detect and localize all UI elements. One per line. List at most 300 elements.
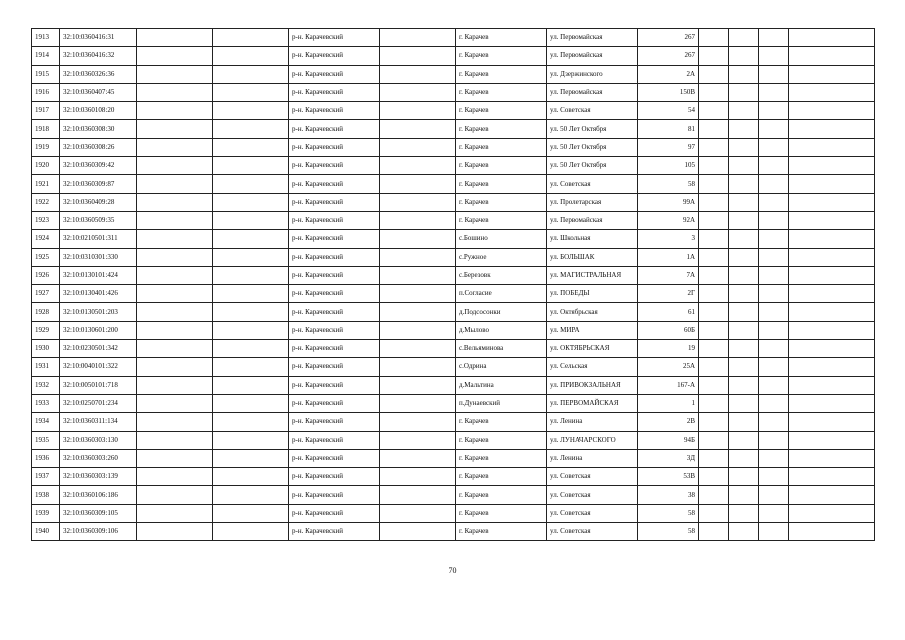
row-number-cell: 1933 (32, 394, 60, 412)
empty-cell (759, 285, 789, 303)
empty-cell (759, 266, 789, 284)
empty-cell (137, 413, 213, 431)
district-cell: р-н. Карачевский (289, 157, 380, 175)
empty-cell (137, 431, 213, 449)
cadastral-number-cell: 32:10:0360416:32 (60, 47, 137, 65)
row-number-cell: 1921 (32, 175, 60, 193)
empty-cell (759, 138, 789, 156)
row-number-cell: 1929 (32, 321, 60, 339)
empty-cell (380, 102, 456, 120)
locality-cell: г. Карачев (456, 468, 547, 486)
empty-cell (699, 230, 729, 248)
street-cell: ул. Октябрьская (547, 303, 638, 321)
row-number-cell: 1938 (32, 486, 60, 504)
empty-cell (729, 47, 759, 65)
district-cell: р-н. Карачевский (289, 65, 380, 83)
registry-table (31, 28, 875, 541)
district-cell: р-н. Карачевский (289, 413, 380, 431)
empty-cell (759, 193, 789, 211)
empty-cell (729, 376, 759, 394)
empty-cell (380, 468, 456, 486)
empty-cell (213, 303, 289, 321)
cadastral-number-cell: 32:10:0130101:424 (60, 266, 137, 284)
empty-cell (729, 175, 759, 193)
street-cell: ул. 50 Лет Октября (547, 120, 638, 138)
empty-cell (789, 449, 875, 467)
cadastral-number-cell: 32:10:0360303:139 (60, 468, 137, 486)
empty-cell (789, 29, 875, 47)
cadastral-number-cell: 32:10:0360407:45 (60, 83, 137, 101)
empty-cell (137, 504, 213, 522)
locality-cell: г. Карачев (456, 120, 547, 138)
street-cell: ул. 50 Лет Октября (547, 138, 638, 156)
empty-cell (729, 248, 759, 266)
house-number-cell: 267 (638, 29, 699, 47)
cadastral-number-cell: 32:10:0360409:28 (60, 193, 137, 211)
cadastral-number-cell: 32:10:0360309:42 (60, 157, 137, 175)
empty-cell (213, 449, 289, 467)
empty-cell (729, 138, 759, 156)
empty-cell (213, 83, 289, 101)
district-cell: р-н. Карачевский (289, 175, 380, 193)
empty-cell (699, 504, 729, 522)
row-number-cell: 1923 (32, 211, 60, 229)
empty-cell (137, 138, 213, 156)
locality-cell: г. Карачев (456, 47, 547, 65)
table-row (32, 303, 875, 321)
empty-cell (699, 523, 729, 541)
empty-cell (699, 321, 729, 339)
row-number-cell: 1928 (32, 303, 60, 321)
locality-cell: д.Мальтина (456, 376, 547, 394)
district-cell: р-н. Карачевский (289, 394, 380, 412)
district-cell: р-н. Карачевский (289, 358, 380, 376)
table-row (32, 65, 875, 83)
table-row (32, 376, 875, 394)
table-row (32, 431, 875, 449)
empty-cell (213, 230, 289, 248)
empty-cell (213, 29, 289, 47)
street-cell: ул. Сельская (547, 358, 638, 376)
empty-cell (759, 120, 789, 138)
house-number-cell: 167-А (638, 376, 699, 394)
row-number-cell: 1914 (32, 47, 60, 65)
street-cell: ул. Ленина (547, 413, 638, 431)
cadastral-number-cell: 32:10:0310301:330 (60, 248, 137, 266)
empty-cell (137, 394, 213, 412)
empty-cell (380, 449, 456, 467)
empty-cell (789, 175, 875, 193)
empty-cell (789, 138, 875, 156)
empty-cell (380, 431, 456, 449)
empty-cell (699, 65, 729, 83)
empty-cell (759, 303, 789, 321)
empty-cell (699, 285, 729, 303)
empty-cell (759, 321, 789, 339)
district-cell: р-н. Карачевский (289, 431, 380, 449)
table-row (32, 449, 875, 467)
district-cell: р-н. Карачевский (289, 340, 380, 358)
cadastral-number-cell: 32:10:0360308:26 (60, 138, 137, 156)
row-number-cell: 1939 (32, 504, 60, 522)
house-number-cell: 97 (638, 138, 699, 156)
empty-cell (380, 120, 456, 138)
empty-cell (759, 486, 789, 504)
empty-cell (789, 504, 875, 522)
empty-cell (789, 468, 875, 486)
row-number-cell: 1925 (32, 248, 60, 266)
cadastral-number-cell: 32:10:0360303:260 (60, 449, 137, 467)
empty-cell (213, 211, 289, 229)
street-cell: ул. Школьная (547, 230, 638, 248)
table-row (32, 230, 875, 248)
district-cell: р-н. Карачевский (289, 303, 380, 321)
district-cell: р-н. Карачевский (289, 138, 380, 156)
street-cell: ул. МАГИСТРАЛЬНАЯ (547, 266, 638, 284)
house-number-cell: 1А (638, 248, 699, 266)
empty-cell (699, 47, 729, 65)
district-cell: р-н. Карачевский (289, 248, 380, 266)
empty-cell (137, 266, 213, 284)
empty-cell (380, 394, 456, 412)
empty-cell (699, 340, 729, 358)
empty-cell (699, 449, 729, 467)
empty-cell (380, 65, 456, 83)
district-cell: р-н. Карачевский (289, 266, 380, 284)
empty-cell (699, 138, 729, 156)
row-number-cell: 1926 (32, 266, 60, 284)
table-row (32, 523, 875, 541)
district-cell: р-н. Карачевский (289, 523, 380, 541)
empty-cell (137, 47, 213, 65)
empty-cell (213, 248, 289, 266)
district-cell: р-н. Карачевский (289, 120, 380, 138)
street-cell: ул. Советская (547, 504, 638, 522)
cadastral-number-cell: 32:10:0130601:200 (60, 321, 137, 339)
cadastral-number-cell: 32:10:0360416:31 (60, 29, 137, 47)
empty-cell (699, 358, 729, 376)
table-row (32, 266, 875, 284)
locality-cell: п.Согласие (456, 285, 547, 303)
empty-cell (789, 157, 875, 175)
empty-cell (789, 47, 875, 65)
house-number-cell: 25А (638, 358, 699, 376)
cadastral-number-cell: 32:10:0360309:106 (60, 523, 137, 541)
empty-cell (729, 157, 759, 175)
empty-cell (759, 523, 789, 541)
cadastral-number-cell: 32:10:0130401:426 (60, 285, 137, 303)
empty-cell (137, 523, 213, 541)
empty-cell (213, 193, 289, 211)
table-row (32, 394, 875, 412)
empty-cell (213, 413, 289, 431)
house-number-cell: 3 (638, 230, 699, 248)
empty-cell (137, 175, 213, 193)
table-row (32, 120, 875, 138)
locality-cell: г. Карачев (456, 523, 547, 541)
empty-cell (380, 193, 456, 211)
cadastral-number-cell: 32:10:0360303:130 (60, 431, 137, 449)
house-number-cell: 58 (638, 175, 699, 193)
empty-cell (729, 358, 759, 376)
street-cell: ул. Советская (547, 175, 638, 193)
district-cell: р-н. Карачевский (289, 285, 380, 303)
locality-cell: г. Карачев (456, 193, 547, 211)
locality-cell: с.Ружное (456, 248, 547, 266)
empty-cell (380, 376, 456, 394)
table-row (32, 175, 875, 193)
empty-cell (380, 248, 456, 266)
empty-cell (759, 248, 789, 266)
table-row (32, 193, 875, 211)
table-row (32, 211, 875, 229)
empty-cell (137, 120, 213, 138)
cadastral-number-cell: 32:10:0360311:134 (60, 413, 137, 431)
empty-cell (213, 504, 289, 522)
cadastral-number-cell: 32:10:0360308:30 (60, 120, 137, 138)
row-number-cell: 1919 (32, 138, 60, 156)
table-row (32, 486, 875, 504)
house-number-cell: 58 (638, 504, 699, 522)
empty-cell (759, 102, 789, 120)
cadastral-number-cell: 32:10:0230501:342 (60, 340, 137, 358)
house-number-cell: 2Г (638, 285, 699, 303)
house-number-cell: 7А (638, 266, 699, 284)
cadastral-number-cell: 32:10:0210501:311 (60, 230, 137, 248)
row-number-cell: 1935 (32, 431, 60, 449)
empty-cell (789, 120, 875, 138)
empty-cell (699, 468, 729, 486)
cadastral-number-cell: 32:10:0050101:718 (60, 376, 137, 394)
row-number-cell: 1916 (32, 83, 60, 101)
table-row (32, 468, 875, 486)
locality-cell: с.Одрина (456, 358, 547, 376)
empty-cell (213, 376, 289, 394)
house-number-cell: 60Б (638, 321, 699, 339)
empty-cell (380, 358, 456, 376)
empty-cell (759, 504, 789, 522)
street-cell: ул. ПЕРВОМАЙСКАЯ (547, 394, 638, 412)
empty-cell (729, 266, 759, 284)
empty-cell (699, 486, 729, 504)
cadastral-number-cell: 32:10:0360108:20 (60, 102, 137, 120)
empty-cell (789, 248, 875, 266)
row-number-cell: 1927 (32, 285, 60, 303)
house-number-cell: 81 (638, 120, 699, 138)
empty-cell (729, 102, 759, 120)
empty-cell (213, 431, 289, 449)
empty-cell (759, 47, 789, 65)
empty-cell (137, 248, 213, 266)
house-number-cell: 61 (638, 303, 699, 321)
empty-cell (699, 102, 729, 120)
empty-cell (380, 175, 456, 193)
locality-cell: г. Карачев (456, 175, 547, 193)
empty-cell (789, 65, 875, 83)
empty-cell (699, 193, 729, 211)
house-number-cell: 19 (638, 340, 699, 358)
district-cell: р-н. Карачевский (289, 29, 380, 47)
empty-cell (213, 120, 289, 138)
empty-cell (729, 523, 759, 541)
empty-cell (137, 102, 213, 120)
empty-cell (213, 47, 289, 65)
table-row (32, 358, 875, 376)
table-row (32, 29, 875, 47)
empty-cell (729, 321, 759, 339)
street-cell: ул. ОКТЯБРЬСКАЯ (547, 340, 638, 358)
district-cell: р-н. Карачевский (289, 83, 380, 101)
locality-cell: г. Карачев (456, 211, 547, 229)
empty-cell (759, 413, 789, 431)
house-number-cell: 94Б (638, 431, 699, 449)
street-cell: ул. Советская (547, 102, 638, 120)
locality-cell: г. Карачев (456, 83, 547, 101)
empty-cell (380, 340, 456, 358)
district-cell: р-н. Карачевский (289, 102, 380, 120)
empty-cell (759, 340, 789, 358)
empty-cell (380, 523, 456, 541)
house-number-cell: 92А (638, 211, 699, 229)
locality-cell: г. Карачев (456, 29, 547, 47)
empty-cell (380, 285, 456, 303)
house-number-cell: 267 (638, 47, 699, 65)
empty-cell (137, 340, 213, 358)
row-number-cell: 1940 (32, 523, 60, 541)
house-number-cell: 53В (638, 468, 699, 486)
row-number-cell: 1915 (32, 65, 60, 83)
house-number-cell: 105 (638, 157, 699, 175)
table-row (32, 413, 875, 431)
empty-cell (699, 431, 729, 449)
table-row (32, 285, 875, 303)
street-cell: ул. Советская (547, 468, 638, 486)
empty-cell (213, 138, 289, 156)
empty-cell (137, 157, 213, 175)
empty-cell (789, 413, 875, 431)
empty-cell (759, 358, 789, 376)
locality-cell: г. Карачев (456, 65, 547, 83)
empty-cell (137, 29, 213, 47)
table-row (32, 321, 875, 339)
district-cell: р-н. Карачевский (289, 504, 380, 522)
empty-cell (789, 376, 875, 394)
page-number: 70 (448, 566, 457, 575)
empty-cell (729, 83, 759, 101)
row-number-cell: 1917 (32, 102, 60, 120)
empty-cell (213, 175, 289, 193)
locality-cell: г. Карачев (456, 431, 547, 449)
empty-cell (789, 431, 875, 449)
cadastral-number-cell: 32:10:0250701:234 (60, 394, 137, 412)
row-number-cell: 1936 (32, 449, 60, 467)
locality-cell: г. Карачев (456, 504, 547, 522)
locality-cell: с.Бошино (456, 230, 547, 248)
house-number-cell: 3Д (638, 449, 699, 467)
empty-cell (380, 413, 456, 431)
street-cell: ул. 50 Лет Октября (547, 157, 638, 175)
empty-cell (789, 523, 875, 541)
empty-cell (380, 504, 456, 522)
empty-cell (729, 285, 759, 303)
cadastral-number-cell: 32:10:0130501:203 (60, 303, 137, 321)
empty-cell (729, 230, 759, 248)
empty-cell (699, 120, 729, 138)
empty-cell (729, 303, 759, 321)
street-cell: ул. Первомайская (547, 211, 638, 229)
cadastral-number-cell: 32:10:0360309:87 (60, 175, 137, 193)
table-row (32, 504, 875, 522)
empty-cell (759, 431, 789, 449)
house-number-cell: 2В (638, 413, 699, 431)
row-number-cell: 1937 (32, 468, 60, 486)
house-number-cell: 58 (638, 523, 699, 541)
district-cell: р-н. Карачевский (289, 468, 380, 486)
empty-cell (759, 175, 789, 193)
empty-cell (380, 321, 456, 339)
empty-cell (137, 211, 213, 229)
empty-cell (137, 486, 213, 504)
empty-cell (213, 157, 289, 175)
locality-cell: д.Мылово (456, 321, 547, 339)
empty-cell (729, 211, 759, 229)
empty-cell (759, 230, 789, 248)
empty-cell (729, 65, 759, 83)
empty-cell (213, 65, 289, 83)
empty-cell (759, 65, 789, 83)
house-number-cell: 2А (638, 65, 699, 83)
empty-cell (380, 83, 456, 101)
empty-cell (137, 358, 213, 376)
street-cell: ул. ПОБЕДЫ (547, 285, 638, 303)
empty-cell (380, 303, 456, 321)
street-cell: ул. МИРА (547, 321, 638, 339)
registry-body (32, 29, 875, 541)
empty-cell (729, 413, 759, 431)
empty-cell (137, 230, 213, 248)
row-number-cell: 1934 (32, 413, 60, 431)
empty-cell (729, 504, 759, 522)
empty-cell (789, 193, 875, 211)
cadastral-number-cell: 32:10:0360509:35 (60, 211, 137, 229)
district-cell: р-н. Карачевский (289, 211, 380, 229)
empty-cell (137, 285, 213, 303)
empty-cell (759, 157, 789, 175)
row-number-cell: 1913 (32, 29, 60, 47)
street-cell: ул. ЛУНАЧАРСКОГО (547, 431, 638, 449)
empty-cell (137, 303, 213, 321)
table-row (32, 138, 875, 156)
cadastral-number-cell: 32:10:0360326:36 (60, 65, 137, 83)
empty-cell (213, 523, 289, 541)
empty-cell (699, 413, 729, 431)
locality-cell: с.Березовк (456, 266, 547, 284)
district-cell: р-н. Карачевский (289, 47, 380, 65)
empty-cell (137, 449, 213, 467)
empty-cell (213, 340, 289, 358)
empty-cell (729, 340, 759, 358)
empty-cell (699, 376, 729, 394)
empty-cell (380, 230, 456, 248)
street-cell: ул. Ленина (547, 449, 638, 467)
locality-cell: г. Карачев (456, 449, 547, 467)
empty-cell (380, 29, 456, 47)
street-cell: ул. Советская (547, 523, 638, 541)
empty-cell (759, 83, 789, 101)
row-number-cell: 1922 (32, 193, 60, 211)
empty-cell (789, 394, 875, 412)
empty-cell (729, 29, 759, 47)
